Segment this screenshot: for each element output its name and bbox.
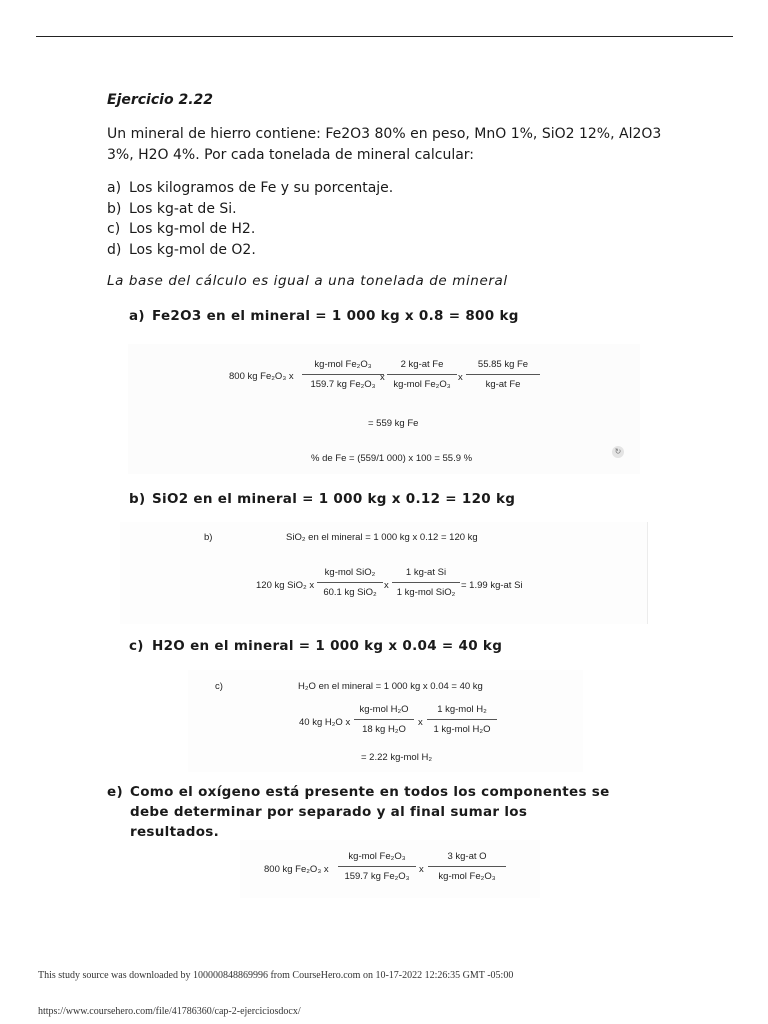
calc-c-header: H₂O en el mineral = 1 000 kg x 0.04 = 40 kg bbox=[298, 681, 483, 692]
calc-e-lead: 800 kg Fe₂O₃ x bbox=[264, 864, 329, 875]
calculation-basis: La base del cálculo es igual a una tonelada de mineral bbox=[107, 273, 508, 289]
calc-c-fraction-1: kg-mol H₂O 18 kg H₂O bbox=[354, 704, 414, 735]
calc-b-header: SiO₂ en el mineral = 1 000 kg x 0.12 = 120 kg bbox=[286, 532, 478, 543]
calc-c-image: c) H₂O en el mineral = 1 000 kg x 0.04 = 40 kg 40 kg H₂O x kg-mol H₂O 18 kg H₂O x 1 kg-mol H₂ 1 kg-mol H₂O = 2.22 kg-mol H₂ bbox=[188, 670, 583, 772]
section-c-heading: c) H2O en el mineral = 1 000 kg x 0.04 = 40 kg bbox=[129, 638, 503, 654]
calc-c-fraction-2: 1 kg-mol H₂ 1 kg-mol H₂O bbox=[427, 704, 497, 735]
calc-a-lead: 800 kg Fe₂O₃ x bbox=[229, 371, 294, 382]
calc-b-lead: 120 kg SiO₂ x bbox=[256, 580, 315, 591]
copy-icon: ↻ bbox=[612, 446, 624, 458]
calc-a-image: 800 kg Fe₂O₃ x kg-mol Fe₂O₃ 159.7 kg Fe₂O₃ x 2 kg-at Fe kg-mol Fe₂O₃ x 55.85 kg Fe kg-at Fe = 559 kg Fe % de Fe = (559/1 000) x 100 = 55.9 % ↻ bbox=[128, 344, 640, 474]
calc-b-fraction-2: 1 kg-at Si 1 kg-mol SiO₂ bbox=[392, 567, 460, 598]
calc-b-image: b) SiO₂ en el mineral = 1 000 kg x 0.12 = 120 kg 120 kg SiO₂ x kg-mol SiO₂ 60.1 kg SiO₂ x 1 kg-at Si 1 kg-mol SiO₂ = 1.99 kg-at Si bbox=[120, 522, 648, 624]
calc-e-fraction-2: 3 kg-at O kg-mol Fe₂O₃ bbox=[428, 851, 506, 882]
section-b-heading: b) SiO2 en el mineral = 1 000 kg x 0.12 = 120 kg bbox=[129, 491, 516, 507]
question-list bbox=[107, 178, 393, 260]
header-rule bbox=[36, 36, 733, 37]
list-item: d) Los kg-mol de O2. bbox=[107, 241, 256, 258]
problem-statement: Un mineral de hierro contiene: Fe2O3 80% en peso, MnO 1%, SiO2 12%, Al2O3 3%, H2O 4%. Por cada tonelada de mineral calcular: bbox=[107, 126, 662, 163]
section-a-heading: a) Fe2O3 en el mineral = 1 000 kg x 0.8 = 800 kg bbox=[129, 308, 519, 324]
calc-a-percent: % de Fe = (559/1 000) x 100 = 55.9 % bbox=[311, 453, 473, 464]
calc-b-fraction-1: kg-mol SiO₂ 60.1 kg SiO₂ bbox=[317, 567, 383, 598]
source-url[interactable]: https://www.coursehero.com/file/41786360/cap-2-ejerciciosdocx/ bbox=[38, 1006, 301, 1017]
download-notice: This study source was downloaded by 100000848869996 from CourseHero.com on 10-17-2022 12:26:35 GMT -05:00 bbox=[38, 970, 514, 981]
calc-a-fraction-2: 2 kg-at Fe kg-mol Fe₂O₃ bbox=[387, 359, 457, 390]
section-e-heading: e) Como el oxígeno está presente en todos los componentes se debe determinar por separado y al final sumar los resultados. bbox=[107, 784, 610, 840]
list-item: b) Los kg-at de Si. bbox=[107, 200, 237, 217]
list-item: a) Los kilogramos de Fe y su porcentaje. bbox=[107, 180, 394, 196]
calc-a-fraction-3: 55.85 kg Fe kg-at Fe bbox=[466, 359, 540, 390]
calc-c-result: = 2.22 kg-mol H₂ bbox=[361, 752, 433, 763]
calc-a-result: = 559 kg Fe bbox=[368, 418, 419, 429]
exercise-title: Ejercicio 2.22 bbox=[107, 92, 213, 108]
list-item: c) Los kg-mol de H2. bbox=[107, 221, 256, 237]
calc-a-fraction-1: kg-mol Fe₂O₃ 159.7 kg Fe₂O₃ bbox=[302, 359, 384, 390]
calc-b-result: = 1.99 kg-at Si bbox=[461, 580, 523, 591]
calc-e-fraction-1: kg-mol Fe₂O₃ 159.7 kg Fe₂O₃ bbox=[338, 851, 416, 882]
calc-e-image: 800 kg Fe₂O₃ x kg-mol Fe₂O₃ 159.7 kg Fe₂O₃ x 3 kg-at O kg-mol Fe₂O₃ bbox=[240, 840, 540, 898]
calc-c-lead: 40 kg H₂O x bbox=[299, 717, 351, 728]
